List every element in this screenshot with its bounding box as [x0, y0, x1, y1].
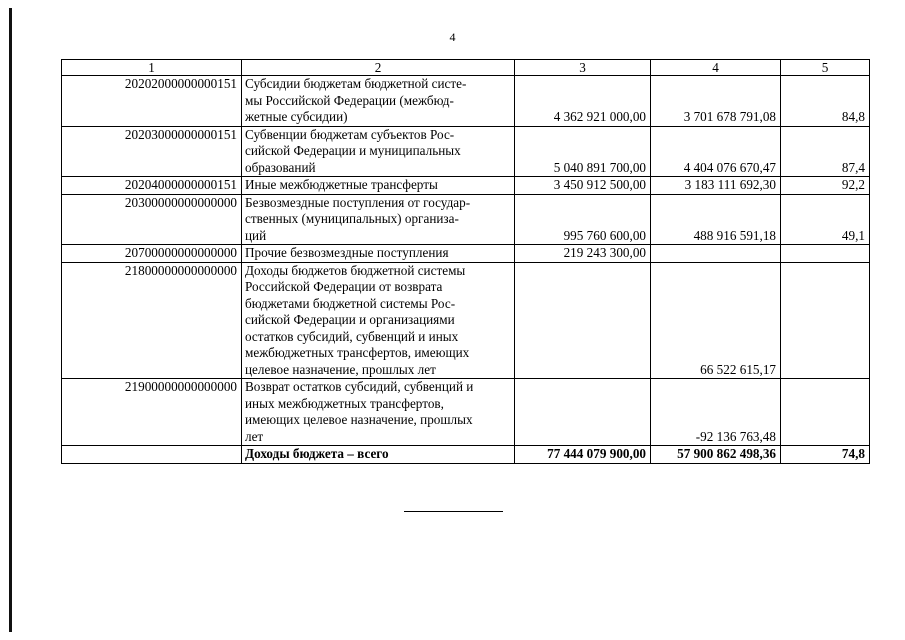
income-name-line: межбюджетных трансфертов, имеющих [245, 345, 470, 360]
income-name-line: мы Российской Федерации (межбюд- [245, 92, 454, 108]
total-row [62, 446, 870, 464]
income-name-cell [242, 126, 515, 177]
income-name-line: остатков субсидий, субвенций и иных [245, 328, 459, 344]
footer-rule [404, 511, 503, 512]
total-code-cell [62, 446, 242, 464]
total-approved-amount: 77 444 079 900,00 [515, 446, 651, 464]
income-code-cell: 21900000000000000 [62, 379, 242, 446]
table-row [62, 194, 870, 245]
income-name-cell [242, 177, 515, 195]
table-row [62, 126, 870, 177]
income-name-cell [242, 262, 515, 379]
approved-amount-cell [515, 262, 651, 379]
income-name-line: бюджетами бюджетной системы Рос- [245, 295, 456, 311]
income-code-cell: 21800000000000000 [62, 262, 242, 379]
table-row [62, 262, 870, 379]
column-header: 5 [781, 60, 870, 76]
page-number: 4 [449, 30, 456, 44]
percent-cell: 92,2 [781, 177, 870, 195]
table-row [62, 245, 870, 263]
income-name-line: Субсидии бюджетам бюджетной систе- [245, 76, 467, 91]
column-header: 3 [515, 60, 651, 76]
income-name-line: Российской Федерации от возврата [245, 279, 443, 294]
income-name-line: целевое назначение, прошлых лет [245, 361, 436, 377]
income-name-line: Субвенции бюджетам субъектов Рос- [245, 126, 455, 142]
income-name-line: образований [245, 159, 316, 175]
column-header: 2 [242, 60, 515, 76]
income-name-cell [242, 194, 515, 245]
approved-amount-cell: 995 760 600,00 [515, 194, 651, 245]
income-name-line: Иные межбюджетные трансферты [245, 177, 438, 192]
percent-cell [781, 379, 870, 446]
income-code-cell: 20300000000000000 [62, 194, 242, 245]
column-header: 4 [651, 60, 781, 76]
income-code-cell: 20203000000000151 [62, 126, 242, 177]
total-percent: 74,8 [781, 446, 870, 464]
table-body [62, 60, 870, 464]
approved-amount-cell: 4 362 921 000,00 [515, 76, 651, 127]
income-name-line: Возврат остатков субсидий, субвенций и [245, 379, 474, 394]
actual-amount-cell: -92 136 763,48 [651, 379, 781, 446]
page-edge-bar [9, 8, 12, 632]
percent-cell: 84,8 [781, 76, 870, 127]
actual-amount-cell: 3 701 678 791,08 [651, 76, 781, 127]
income-code-cell: 20700000000000000 [62, 245, 242, 263]
income-code-cell: 20202000000000151 [62, 76, 242, 127]
actual-amount-cell [651, 245, 781, 263]
income-name-line: ственных (муниципальных) организа- [245, 211, 459, 226]
income-name-line: Прочие безвозмездные поступления [245, 245, 449, 260]
income-name-line: иных межбюджетных трансфертов, [245, 395, 444, 411]
actual-amount-cell: 488 916 591,18 [651, 194, 781, 245]
budget-income-table [61, 59, 870, 464]
approved-amount-cell: 5 040 891 700,00 [515, 126, 651, 177]
table-row [62, 76, 870, 127]
percent-cell: 49,1 [781, 194, 870, 245]
income-name-cell [242, 379, 515, 446]
income-name-line: Доходы бюджетов бюджетной системы [245, 262, 466, 278]
total-actual-amount: 57 900 862 498,36 [651, 446, 781, 464]
income-name-line: лет [245, 428, 264, 444]
income-name-line: сийской Федерации и организациями [245, 312, 455, 327]
income-name-line: имеющих целевое назначение, прошлых [245, 412, 473, 427]
percent-cell [781, 262, 870, 379]
table-row [62, 177, 870, 195]
income-name-line: сийской Федерации и муниципальных [245, 143, 461, 158]
income-name-line: ций [245, 227, 267, 243]
actual-amount-cell: 4 404 076 670,47 [651, 126, 781, 177]
column-number-row [62, 60, 870, 76]
actual-amount-cell: 66 522 615,17 [651, 262, 781, 379]
income-code-cell: 20204000000000151 [62, 177, 242, 195]
income-name-cell [242, 245, 515, 263]
percent-cell: 87,4 [781, 126, 870, 177]
actual-amount-cell: 3 183 111 692,30 [651, 177, 781, 195]
income-name-line: жетные субсидии) [245, 109, 348, 124]
percent-cell [781, 245, 870, 263]
income-name-cell [242, 76, 515, 127]
total-label: Доходы бюджета – всего [242, 446, 515, 464]
approved-amount-cell [515, 379, 651, 446]
income-name-line: Безвозмездные поступления от государ- [245, 194, 471, 210]
approved-amount-cell: 3 450 912 500,00 [515, 177, 651, 195]
approved-amount-cell: 219 243 300,00 [515, 245, 651, 263]
column-header: 1 [62, 60, 242, 76]
table-row [62, 379, 870, 446]
